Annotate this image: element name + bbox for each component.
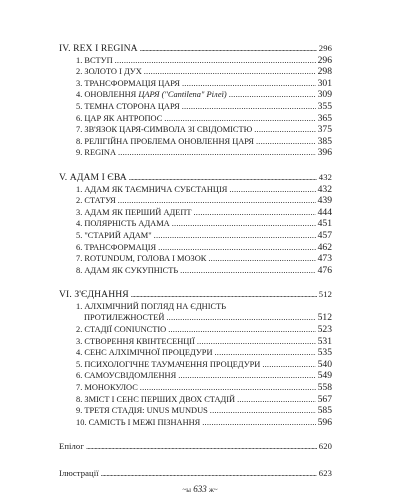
toc-entry-label: 9. ТРЕТЯ СТАДІЯ: UNUS MUNDUS	[76, 406, 208, 416]
toc-entry-label: 5. "СТАРИЙ АДАМ"	[76, 230, 152, 240]
toc-page-number: 531	[317, 335, 332, 347]
toc-leader-dots	[197, 336, 316, 348]
toc-page-number: 535	[317, 347, 332, 359]
toc-entry	[76, 370, 332, 382]
toc-leader-dots	[180, 265, 315, 277]
toc-leader-dots	[202, 417, 315, 429]
toc-entry	[76, 78, 332, 90]
toc-entry-label-part: ЦАРЯ	[138, 90, 160, 100]
toc-part-4	[59, 43, 332, 159]
toc-entry-label: ПРОТИЛЕЖНОСТЕЙ	[84, 313, 165, 323]
toc-page-number: 439	[317, 195, 332, 207]
toc-entry-label: 2. ЗОЛОТО І ДУХ	[76, 67, 142, 77]
toc-page-number: 432	[317, 183, 332, 195]
toc-part-6	[59, 289, 332, 428]
toc-entry-label: 7. МОНОКУЛОС	[76, 383, 138, 393]
toc-entry	[76, 136, 332, 148]
toc-entry-label: 8. ЗМІСТ І СЕНС ПЕРШИХ ДВОХ СТАДІЙ	[76, 394, 236, 404]
toc-page-number: 457	[317, 229, 332, 241]
toc-page-number: 444	[317, 206, 332, 218]
toc-page-number: 451	[317, 218, 332, 230]
toc-leader-dots	[168, 324, 315, 336]
toc-leader-dots	[131, 289, 317, 301]
toc-entry	[76, 253, 332, 265]
toc-page-number: 296	[318, 43, 332, 53]
toc-leader-dots	[229, 89, 316, 101]
toc-page-number: 585	[317, 405, 332, 417]
toc-page-number: 298	[317, 66, 332, 78]
toc-entry	[76, 347, 332, 359]
toc-entry-label: 5. ПСИХОЛОГІЧНЕ ТАУМАЧЕННЯ ПРОЦЕДУРИ	[76, 359, 261, 369]
toc-leader-dots	[86, 441, 317, 453]
toc-page-number: 309	[317, 89, 332, 101]
toc-entry	[76, 336, 332, 348]
toc-page-number: 432	[318, 171, 332, 182]
toc-page-number: 558	[317, 382, 332, 394]
toc-leader-dots	[140, 43, 317, 55]
toc-entry-label: 4. СЕНС АЛХІМІЧНОЇ ПРОЦЕДУРИ	[76, 348, 213, 358]
toc-page-number: 375	[317, 124, 332, 136]
toc-entry	[76, 89, 332, 101]
toc-leader-dots	[256, 136, 316, 148]
toc-entry-label: 8. РЕЛІГІЙНА ПРОБЛЕМА ОНОВЛЕННЯ ЦАРЯ	[76, 136, 255, 146]
toc-leader-dots	[182, 101, 316, 113]
toc-leader-dots	[262, 359, 315, 371]
toc-entry-label: 1. ВСТУП	[76, 55, 113, 65]
toc-leader-dots	[154, 230, 316, 242]
toc-leader-dots	[172, 218, 316, 230]
toc-entry	[76, 195, 332, 207]
page-folio	[0, 484, 400, 494]
toc-leader-dots	[178, 370, 315, 382]
toc-page-number: 512	[317, 312, 332, 324]
toc-leader-dots	[182, 78, 316, 90]
toc-page-number: 623	[318, 468, 332, 478]
toc-page-number: 396	[317, 147, 332, 159]
folio-ornament-right: ж~	[208, 486, 218, 494]
toc-leader-dots	[164, 113, 315, 125]
toc-part-5	[59, 172, 332, 276]
toc-section-title: IV. REX I REGINA	[59, 43, 138, 54]
toc-entry-label: 3. СТВОРЕННЯ КВІНТЕСЕНЦІЇ	[76, 336, 195, 346]
toc-page-number: 596	[317, 416, 332, 428]
toc-entry-label: 6. ТРАНСФОРМАЦІЯ	[76, 242, 157, 252]
toc-page-number: 549	[317, 370, 332, 382]
toc-entry-label: 7. ЗВ'ЯЗОК ЦАРЯ-СИМВОЛА ЗІ СВІДОМІСТЮ	[76, 125, 253, 135]
toc-entry-label: 3. ТРАНСФОРМАЦІЯ ЦАРЯ	[76, 78, 181, 88]
toc-page-number: 355	[317, 100, 332, 112]
toc-page-number: 567	[317, 393, 332, 405]
toc-entry-label: 6. ЦАР ЯК АНТРОПОС	[76, 113, 163, 123]
toc-entry	[76, 124, 332, 136]
toc-entry-label: 10. САМІСТЬ І МЕЖІ ПІЗНАННЯ	[76, 417, 201, 427]
toc-entry-label: 5. ТЕМНА СТОРОНА ЦАРЯ	[76, 101, 180, 111]
toc-leader-dots	[229, 184, 315, 196]
toc-entry	[76, 218, 332, 230]
toc-page-number: 540	[317, 358, 332, 370]
toc-page-number: 385	[317, 135, 332, 147]
toc-entry	[76, 113, 332, 125]
toc-leader-dots	[194, 207, 316, 219]
toc-entry	[76, 184, 332, 196]
toc-entry	[76, 265, 332, 277]
toc-entry-label: 2. СТАТУЯ	[76, 196, 116, 206]
toc-entry	[76, 405, 332, 417]
toc-page-number: 523	[317, 324, 332, 336]
toc-entry-label	[76, 89, 227, 101]
toc-leader-dots	[237, 394, 316, 406]
toc-page-number: 620	[318, 441, 332, 452]
toc-entry	[76, 230, 332, 242]
toc-leader-dots	[144, 66, 316, 78]
toc-page-number: 476	[317, 264, 332, 276]
toc-entry	[76, 66, 332, 78]
toc-entry	[76, 382, 332, 394]
toc-entry	[84, 312, 332, 324]
toc-leader-dots	[101, 468, 317, 480]
toc-leader-dots	[208, 253, 315, 265]
toc-leader-dots	[166, 312, 315, 324]
toc-entry	[76, 101, 332, 113]
toc-entry	[76, 417, 332, 429]
toc-entry	[76, 394, 332, 406]
toc-entry	[76, 147, 332, 159]
toc-entry	[76, 207, 332, 219]
folio-page-number: 633	[193, 484, 207, 494]
folio-ornament-left: ~ы	[182, 486, 191, 494]
toc-entry	[76, 359, 332, 371]
toc-entry-label: 9. REGINA	[76, 148, 117, 158]
toc-entry-line: 1. АЛХІМІЧНИЙ ПОГЛЯД НА ЄДНІСТЬ	[76, 301, 227, 311]
toc-section-title: Епілог	[59, 441, 84, 452]
toc-leader-dots	[129, 172, 317, 184]
toc-entry	[76, 324, 332, 336]
toc-section-title: Ілюстрації	[59, 468, 99, 478]
toc-page-number: 512	[318, 289, 332, 300]
toc-page-number: 296	[317, 54, 332, 66]
toc-leader-dots	[118, 147, 316, 159]
toc-entry	[76, 242, 332, 254]
toc-leader-dots	[118, 195, 316, 207]
toc-entry-label-part: 4. ОНОВЛЕННЯ	[76, 90, 139, 100]
table-of-contents	[59, 43, 332, 480]
toc-illustrations	[59, 468, 332, 480]
toc-page-number: 462	[317, 241, 332, 253]
toc-page-number: 301	[317, 77, 332, 89]
toc-page-number: 365	[317, 112, 332, 124]
toc-leader-dots	[140, 382, 316, 394]
toc-entry-label: 8. АДАМ ЯК СУКУПНІСТЬ	[76, 265, 179, 275]
toc-section-heading	[59, 172, 332, 184]
toc-leader-dots	[254, 124, 315, 136]
toc-section-heading	[59, 289, 332, 301]
toc-entry-label: 1. АДАМ ЯК ТАЄМНИЧА СУБСТАНЦІЯ	[76, 184, 228, 194]
toc-page-number: 473	[317, 253, 332, 265]
toc-leader-dots	[115, 55, 316, 67]
toc-entry-label: 2. СТАДІЇ CONIUNCTIO	[76, 325, 167, 335]
toc-entry-label: 6. САМОУСВІДОМЛЕННЯ	[76, 371, 177, 381]
toc-leader-dots	[215, 347, 316, 359]
toc-epilogue	[59, 441, 332, 453]
toc-entry-label: 4. ПОЛЯРНІСТЬ АДАМА	[76, 219, 170, 229]
toc-entry-label: 7. ROTUNDUM, ГОЛОВА І МОЗОК	[76, 254, 207, 264]
toc-leader-dots	[158, 242, 316, 254]
toc-section-title: V. АДАМ І ЄВА	[59, 171, 127, 183]
toc-entry	[76, 55, 332, 67]
toc-entry-label-part: ("Cantilena" Рілеї)	[159, 90, 227, 100]
toc-section-title: VI. З'ЄДНАННЯ	[59, 289, 129, 301]
toc-leader-dots	[210, 405, 316, 417]
toc-section-heading	[59, 43, 332, 55]
toc-entry-label: 3. АДАМ ЯК ПЕРШИЙ АДЕПТ	[76, 207, 192, 217]
